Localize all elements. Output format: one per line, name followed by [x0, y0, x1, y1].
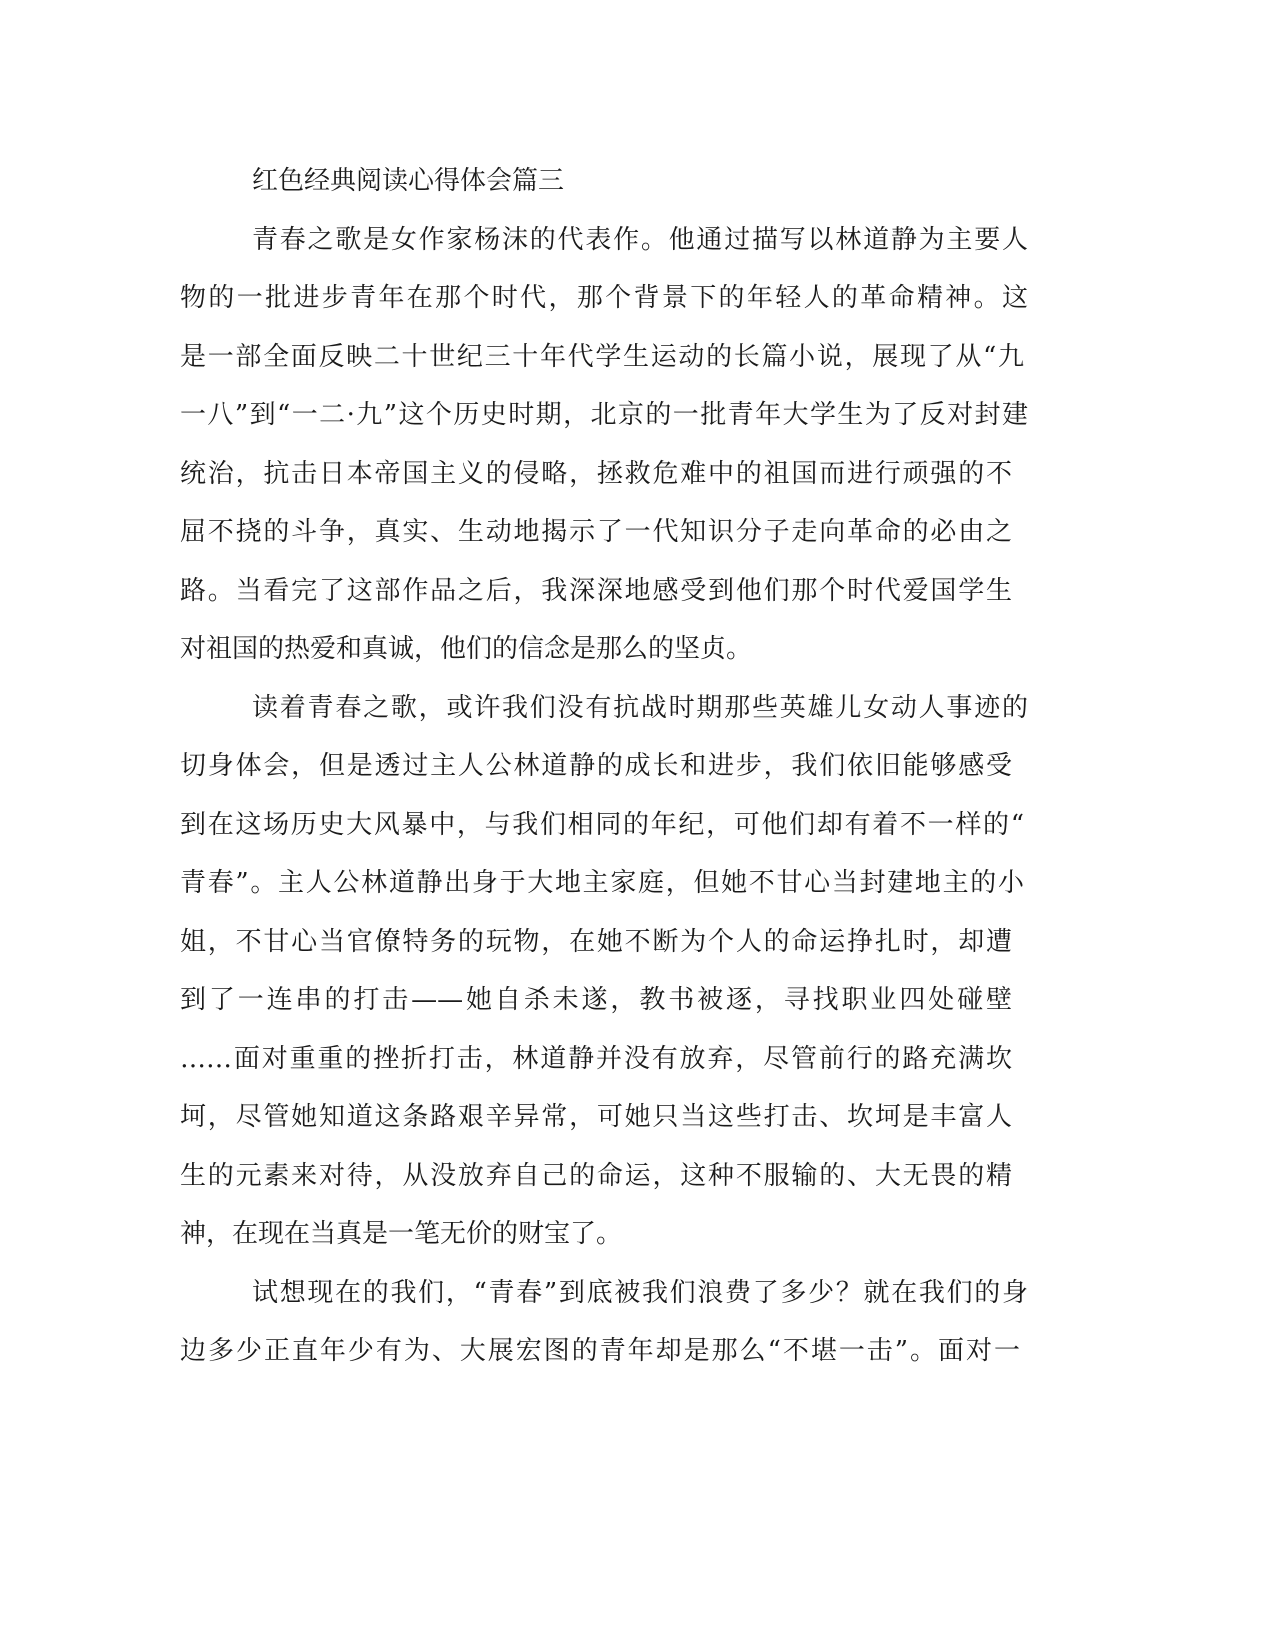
- document-title: 红色经典阅读心得体会篇三: [252, 166, 565, 196]
- paragraph-1-line-3: 是一部全面反映二十世纪三十年代学生运动的长篇小说，展现了从“九: [180, 342, 1024, 372]
- paragraph-2-line-8: 坷，尽管她知道这条路艰辛异常，可她只当这些打击、坎坷是丰富人: [180, 1102, 1012, 1132]
- paragraph-2-line-5: 姐，不甘心当官僚特务的玩物，在她不断为个人的命运挣扎时，却遭: [180, 927, 1012, 957]
- paragraph-1-line-2: 物的一批进步青年在那个时代，那个背景下的年轻人的革命精神。这: [180, 283, 1028, 313]
- paragraph-1-line-6: 屈不挠的斗争，真实、生动地揭示了一代知识分子走向革命的必由之: [180, 517, 1012, 547]
- paragraph-1-line-8: 对祖国的热爱和真诚，他们的信念是那么的坚贞。: [180, 634, 753, 664]
- paragraph-2-line-1: 读着青春之歌，或许我们没有抗战时期那些英雄儿女动人事迹的: [252, 693, 1028, 723]
- paragraph-2-line-6: 到了一连串的打击——她自杀未遂，教书被逐，寻找职业四处碰壁: [180, 985, 1012, 1015]
- paragraph-2-line-7: ……面对重重的挫折打击，林道静并没有放弃，尽管前行的路充满坎: [180, 1044, 1012, 1074]
- paragraph-1-line-5: 统治，抗击日本帝国主义的侵略，拯救危难中的祖国而进行顽强的不: [180, 459, 1012, 489]
- paragraph-2-line-3: 到在这场历史大风暴中，与我们相同的年纪，可他们却有着不一样的“: [180, 810, 1024, 840]
- paragraph-1-line-1: 青春之歌是女作家杨沫的代表作。他通过描写以林道静为主要人: [252, 225, 1028, 255]
- paragraph-3-line-1: 试想现在的我们，“青春”到底被我们浪费了多少？就在我们的身: [252, 1278, 1028, 1308]
- paragraph-2-line-2: 切身体会，但是透过主人公林道静的成长和进步，我们依旧能够感受: [180, 751, 1012, 781]
- paragraph-3-line-2: 边多少正直年少有为、大展宏图的青年却是那么“不堪一击”。面对一: [180, 1336, 1020, 1366]
- paragraph-1-line-7: 路。当看完了这部作品之后，我深深地感受到他们那个时代爱国学生: [180, 576, 1012, 606]
- paragraph-2-line-9: 生的元素来对待，从没放弃自己的命运，这种不服输的、大无畏的精: [180, 1161, 1012, 1191]
- paragraph-2-line-10: 神，在现在当真是一笔无价的财宝了。: [180, 1219, 623, 1249]
- paragraph-1-line-4: 一八”到“一二·九”这个历史时期，北京的一批青年大学生为了反对封建: [180, 400, 1028, 430]
- paragraph-2-line-4: 青春”。主人公林道静出身于大地主家庭，但她不甘心当封建地主的小: [180, 868, 1024, 898]
